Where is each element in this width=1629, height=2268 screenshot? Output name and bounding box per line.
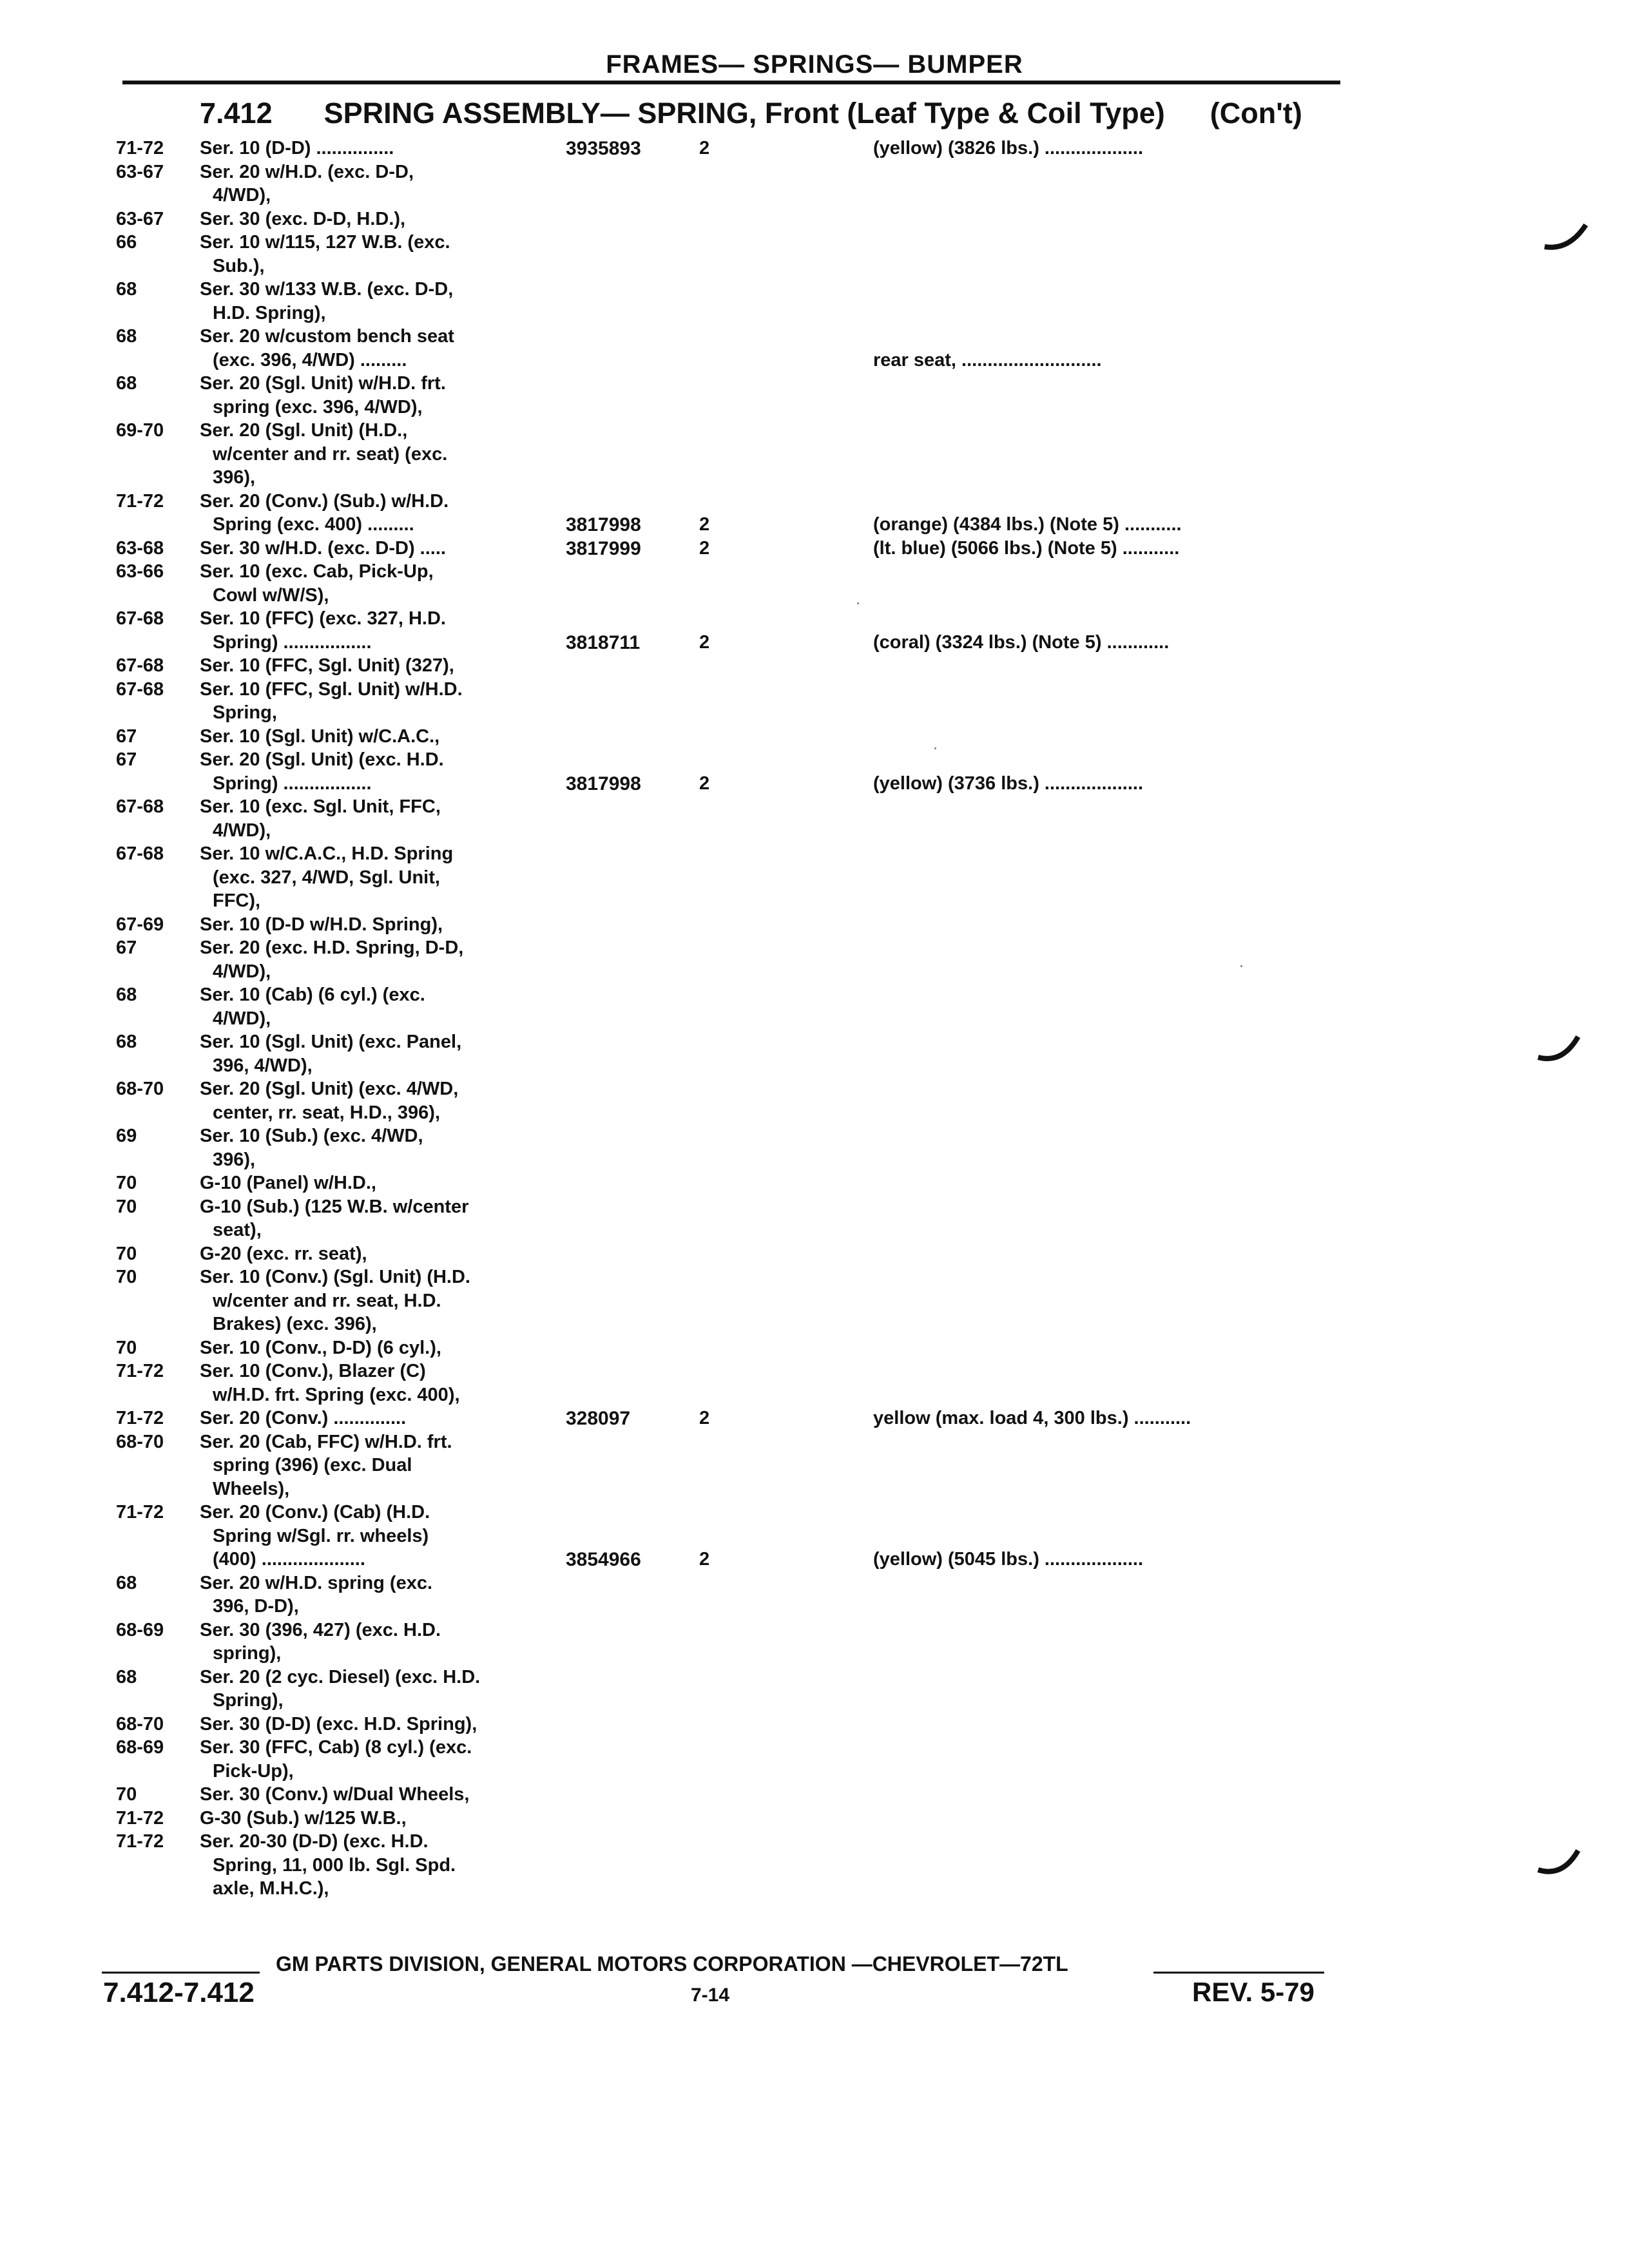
- model-year: 63-67: [116, 208, 164, 229]
- application-description: Spring w/Sgl. rr. wheels): [213, 1525, 429, 1546]
- application-description: seat),: [213, 1220, 262, 1240]
- footer-rule-right: [1153, 1972, 1324, 1974]
- application-description: Ser. 10 (exc. Sgl. Unit, FFC,: [200, 796, 441, 817]
- application-description: Ser. 10 (D-D w/H.D. Spring),: [200, 914, 443, 935]
- application-description: 4/WD),: [213, 820, 271, 841]
- application-description: Ser. 20 (exc. H.D. Spring, D-D,: [200, 937, 464, 958]
- spring-note: (orange) (4384 lbs.) (Note 5) ...........: [873, 514, 1182, 535]
- table-row: [0, 1383, 1629, 1407]
- application-description: Spring) .................: [213, 631, 372, 653]
- table-row: [0, 1124, 1629, 1148]
- table-row: [0, 1477, 1629, 1501]
- application-description: Ser. 10 (FFC, Sgl. Unit) w/H.D.: [200, 678, 463, 700]
- table-row: [0, 913, 1629, 937]
- application-description: Ser. 10 (Sgl. Unit) (exc. Panel,: [200, 1032, 462, 1052]
- application-description: G-30 (Sub.) w/125 W.B.,: [200, 1807, 407, 1829]
- table-row: [0, 1854, 1629, 1878]
- model-year: 71-72: [116, 1502, 164, 1523]
- model-year: 71-72: [116, 1408, 164, 1428]
- model-year: 71-72: [116, 1807, 164, 1829]
- application-description: (exc. 396, 4/WD) .........: [213, 349, 407, 370]
- application-description: Spring) .................: [213, 773, 372, 794]
- table-row: [0, 631, 1629, 655]
- application-description: 4/WD),: [213, 961, 271, 982]
- application-description: Ser. 10 (D-D) ...............: [200, 138, 394, 159]
- application-description: Ser. 10 (Conv.), Blazer (C): [200, 1361, 426, 1381]
- table-row: [0, 302, 1629, 325]
- table-row: [0, 466, 1629, 490]
- model-year: 67: [116, 749, 137, 770]
- table-row: [0, 349, 1629, 372]
- table-row: [0, 1713, 1629, 1736]
- model-year: 67-68: [116, 655, 164, 676]
- table-row: [0, 1242, 1629, 1266]
- table-row: [0, 1007, 1629, 1031]
- table-row: [0, 1783, 1629, 1807]
- table-row: [0, 490, 1629, 514]
- table-row: [0, 960, 1629, 984]
- application-description: Ser. 10 (Conv.) (Sgl. Unit) (H.D.: [200, 1267, 470, 1287]
- table-row: [0, 1642, 1629, 1666]
- table-row: [0, 1336, 1629, 1360]
- footer-page-number: 7-14: [691, 1984, 730, 2006]
- application-description: 396),: [213, 467, 256, 488]
- table-row: [0, 1736, 1629, 1760]
- application-description: 396),: [213, 1149, 256, 1170]
- model-year: 70: [116, 1784, 137, 1805]
- application-description: Cowl w/W/S),: [213, 584, 329, 606]
- application-description: Ser. 10 (FFC) (exc. 327, H.D.: [200, 608, 446, 629]
- application-description: Ser. 10 (Sgl. Unit) w/C.A.C.,: [200, 726, 440, 747]
- part-number: 3817998: [566, 773, 641, 794]
- application-description: w/center and rr. seat, H.D.: [213, 1290, 441, 1311]
- table-row: [0, 372, 1629, 396]
- table-row: [0, 1524, 1629, 1548]
- spring-note: rear seat, ...........................: [873, 349, 1102, 370]
- model-year: 70: [116, 1267, 137, 1287]
- model-year: 69-70: [116, 420, 164, 441]
- application-description: Ser. 20 (Conv.) ..............: [200, 1408, 407, 1428]
- table-row: [0, 255, 1629, 278]
- table-row: [0, 1666, 1629, 1689]
- table-row: [0, 819, 1629, 843]
- model-year: 68-70: [116, 1079, 164, 1099]
- spring-note: (yellow) (5045 lbs.) ...................: [873, 1549, 1143, 1570]
- application-description: 396, 4/WD),: [213, 1055, 313, 1076]
- table-row: [0, 701, 1629, 725]
- application-description: H.D. Spring),: [213, 302, 326, 323]
- model-year: 67: [116, 937, 137, 958]
- table-row: [0, 889, 1629, 913]
- model-year: 68: [116, 373, 137, 394]
- application-description: Spring),: [213, 1690, 284, 1711]
- table-row: [0, 513, 1629, 537]
- model-year: 71-72: [116, 138, 164, 159]
- application-description: Ser. 30 w/133 W.B. (exc. D-D,: [200, 279, 454, 300]
- table-row: [0, 1407, 1629, 1430]
- quantity: 2: [699, 773, 710, 794]
- model-year: 63-66: [116, 561, 164, 582]
- part-number: 3854966: [566, 1549, 641, 1570]
- table-row: [0, 1195, 1629, 1219]
- table-row: [0, 654, 1629, 678]
- table-row: [0, 1454, 1629, 1477]
- section-number: 7.412: [200, 97, 273, 130]
- application-description: center, rr. seat, H.D., 396),: [213, 1102, 441, 1123]
- application-description: Ser. 30 w/H.D. (exc. D-D) .....: [200, 537, 446, 559]
- model-year: 70: [116, 1196, 137, 1217]
- application-description: 4/WD),: [213, 185, 271, 206]
- model-year: 63-68: [116, 537, 164, 559]
- table-row: [0, 1360, 1629, 1383]
- application-description: Spring,: [213, 702, 277, 723]
- application-description: Ser. 20 (Sgl. Unit) (H.D.,: [200, 420, 408, 441]
- model-year: 68-70: [116, 1713, 164, 1735]
- application-description: Ser. 10 (Sub.) (exc. 4/WD,: [200, 1126, 423, 1146]
- application-description: Ser. 20 (Sgl. Unit) (exc. H.D.: [200, 749, 444, 770]
- spring-note: (lt. blue) (5066 lbs.) (Note 5) ...........: [873, 537, 1180, 559]
- model-year: 70: [116, 1243, 137, 1264]
- table-row: [0, 936, 1629, 960]
- model-year: 63-67: [116, 161, 164, 182]
- footer-rule-left: [102, 1972, 260, 1974]
- model-year: 68: [116, 985, 137, 1005]
- model-year: 66: [116, 232, 137, 253]
- continued-label: (Con't): [1210, 97, 1302, 130]
- application-description: w/center and rr. seat) (exc.: [213, 443, 448, 465]
- table-row: [0, 1171, 1629, 1195]
- table-row: [0, 443, 1629, 466]
- part-number: 3817998: [566, 514, 641, 535]
- model-year: 68: [116, 1572, 137, 1593]
- application-description: Ser. 20 w/H.D. (exc. D-D,: [200, 161, 414, 182]
- table-row: [0, 396, 1629, 419]
- table-row: [0, 1689, 1629, 1713]
- table-row: [0, 325, 1629, 349]
- application-description: spring),: [213, 1643, 282, 1664]
- table-row: [0, 1760, 1629, 1783]
- application-description: Ser. 30 (396, 427) (exc. H.D.: [200, 1619, 441, 1640]
- table-row: [0, 795, 1629, 819]
- application-description: Ser. 20-30 (D-D) (exc. H.D.: [200, 1831, 429, 1852]
- application-description: FFC),: [213, 890, 261, 911]
- quantity: 2: [699, 1408, 710, 1428]
- model-year: 67-68: [116, 608, 164, 629]
- table-row: [0, 231, 1629, 255]
- table-row: [0, 725, 1629, 749]
- application-description: spring (396) (exc. Dual: [213, 1455, 412, 1475]
- application-description: spring (exc. 396, 4/WD),: [213, 396, 423, 418]
- application-description: Brakes) (exc. 396),: [213, 1314, 377, 1334]
- model-year: 68: [116, 326, 137, 347]
- application-description: Spring, 11, 000 lb. Sgl. Spd.: [213, 1854, 456, 1876]
- quantity: 2: [699, 537, 710, 559]
- table-row: [0, 678, 1629, 702]
- quantity: 2: [699, 1549, 710, 1570]
- table-row: [0, 1077, 1629, 1101]
- model-year: 68-69: [116, 1737, 164, 1758]
- model-year: 68-69: [116, 1619, 164, 1640]
- table-row: [0, 419, 1629, 443]
- binder-hole-mark-top: [1543, 222, 1588, 255]
- table-row: [0, 560, 1629, 584]
- section-heading: SPRING ASSEMBLY— SPRING, Front (Leaf Type & Coil Type): [323, 97, 1165, 130]
- application-description: 4/WD),: [213, 1008, 271, 1029]
- application-description: Ser. 30 (Conv.) w/Dual Wheels,: [200, 1784, 470, 1805]
- application-description: G-20 (exc. rr. seat),: [200, 1243, 367, 1264]
- model-year: 67-69: [116, 914, 164, 935]
- application-description: Ser. 20 (Cab, FFC) w/H.D. frt.: [200, 1431, 452, 1452]
- table-row: [0, 1289, 1629, 1313]
- table-row: [0, 983, 1629, 1007]
- model-year: 68: [116, 279, 137, 300]
- table-row: [0, 278, 1629, 302]
- application-description: Ser. 30 (FFC, Cab) (8 cyl.) (exc.: [200, 1737, 472, 1758]
- application-description: Ser. 20 (Conv.) (Cab) (H.D.: [200, 1502, 430, 1523]
- application-description: Ser. 10 (Cab) (6 cyl.) (exc.: [200, 985, 425, 1005]
- table-row: [0, 607, 1629, 631]
- application-description: Sub.),: [213, 255, 265, 276]
- application-description: (400) ....................: [213, 1549, 365, 1570]
- footer-revision: REV. 5-79: [1192, 1977, 1315, 2007]
- table-row: [0, 160, 1629, 184]
- application-description: Ser. 20 (Sgl. Unit) (exc. 4/WD,: [200, 1079, 459, 1099]
- application-description: axle, M.H.C.),: [213, 1878, 329, 1899]
- model-year: 71-72: [116, 490, 164, 512]
- footer-text: GM PARTS DIVISION, GENERAL MOTORS CORPORATION —CHEVROLET—72TL: [276, 1952, 1068, 1975]
- table-row: [0, 1312, 1629, 1336]
- spring-note: yellow (max. load 4, 300 lbs.) ...........: [873, 1408, 1191, 1428]
- part-number: 3818711: [566, 631, 641, 653]
- table-row: [0, 1054, 1629, 1078]
- model-year: 68: [116, 1666, 137, 1687]
- table-row: [0, 1030, 1629, 1054]
- table-row: [0, 1430, 1629, 1454]
- application-description: 396, D-D),: [213, 1596, 299, 1617]
- quantity: 2: [699, 631, 710, 653]
- application-description: G-10 (Sub.) (125 W.B. w/center: [200, 1196, 469, 1217]
- model-year: 67-68: [116, 678, 164, 700]
- table-row: [0, 1101, 1629, 1125]
- table-row: [0, 137, 1629, 160]
- application-description: Ser. 30 (D-D) (exc. H.D. Spring),: [200, 1713, 477, 1735]
- table-row: [0, 1501, 1629, 1524]
- application-description: Wheels),: [213, 1478, 290, 1499]
- application-description: Ser. 20 (Sgl. Unit) w/H.D. frt.: [200, 373, 446, 394]
- table-row: [0, 1571, 1629, 1595]
- part-number: 3817999: [566, 537, 641, 559]
- application-description: Ser. 20 w/custom bench seat: [200, 326, 454, 347]
- application-description: w/H.D. frt. Spring (exc. 400),: [213, 1384, 460, 1405]
- table-row: [0, 1218, 1629, 1242]
- model-year: 70: [116, 1337, 137, 1358]
- table-row: [0, 866, 1629, 890]
- table-row: [0, 1619, 1629, 1642]
- model-year: 70: [116, 1173, 137, 1193]
- table-row: [0, 842, 1629, 866]
- application-description: Pick-Up),: [213, 1760, 294, 1782]
- table-row: [0, 537, 1629, 561]
- table-row: [0, 1148, 1629, 1172]
- binder-hole-mark-middle: [1537, 1034, 1582, 1066]
- application-description: Ser. 10 w/C.A.C., H.D. Spring: [200, 843, 454, 864]
- application-description: Ser. 10 (Conv., D-D) (6 cyl.),: [200, 1337, 441, 1358]
- scan-speck: [934, 747, 936, 749]
- table-row: [0, 1877, 1629, 1901]
- table-row: [0, 1830, 1629, 1854]
- model-year: 67-68: [116, 796, 164, 817]
- application-description: Ser. 10 w/115, 127 W.B. (exc.: [200, 232, 450, 253]
- table-row: [0, 748, 1629, 772]
- model-year: 69: [116, 1126, 137, 1146]
- spring-note: (yellow) (3736 lbs.) ...................: [873, 773, 1143, 794]
- table-row: [0, 1548, 1629, 1571]
- footer-section-range: 7.412-7.412: [103, 1977, 255, 2008]
- table-row: [0, 1807, 1629, 1831]
- table-row: [0, 584, 1629, 608]
- table-row: [0, 772, 1629, 796]
- scan-speck: [857, 602, 859, 604]
- spring-note: (coral) (3324 lbs.) (Note 5) ............: [873, 631, 1170, 653]
- table-row: [0, 1265, 1629, 1289]
- part-number: 3935893: [566, 138, 641, 159]
- model-year: 67-68: [116, 843, 164, 864]
- application-description: Spring (exc. 400) .........: [213, 514, 414, 535]
- quantity: 2: [699, 138, 710, 159]
- model-year: 71-72: [116, 1831, 164, 1852]
- header-rule: [122, 81, 1340, 84]
- table-row: [0, 207, 1629, 231]
- spring-note: (yellow) (3826 lbs.) ...................: [873, 138, 1143, 159]
- application-description: (exc. 327, 4/WD, Sgl. Unit,: [213, 867, 440, 888]
- section-title: [200, 97, 1302, 130]
- scan-speck: [1240, 965, 1242, 967]
- part-number: 328097: [566, 1408, 631, 1429]
- application-description: Ser. 20 (2 cyc. Diesel) (exc. H.D.: [200, 1666, 481, 1687]
- table-row: [0, 1595, 1629, 1619]
- quantity: 2: [699, 514, 710, 535]
- model-year: 67: [116, 726, 137, 747]
- application-description: Ser. 30 (exc. D-D, H.D.),: [200, 208, 406, 229]
- header-title: FRAMES— SPRINGS— BUMPER: [606, 50, 1023, 79]
- application-description: Ser. 10 (FFC, Sgl. Unit) (327),: [200, 655, 454, 676]
- model-year: 68: [116, 1032, 137, 1052]
- model-year: 71-72: [116, 1361, 164, 1381]
- table-row: [0, 184, 1629, 207]
- application-description: G-10 (Panel) w/H.D.,: [200, 1173, 376, 1193]
- application-description: Ser. 20 w/H.D. spring (exc.: [200, 1572, 433, 1593]
- model-year: 68-70: [116, 1431, 164, 1452]
- binder-hole-mark-bottom: [1537, 1848, 1582, 1880]
- application-description: Ser. 20 (Conv.) (Sub.) w/H.D.: [200, 490, 449, 512]
- application-description: Ser. 10 (exc. Cab, Pick-Up,: [200, 561, 434, 582]
